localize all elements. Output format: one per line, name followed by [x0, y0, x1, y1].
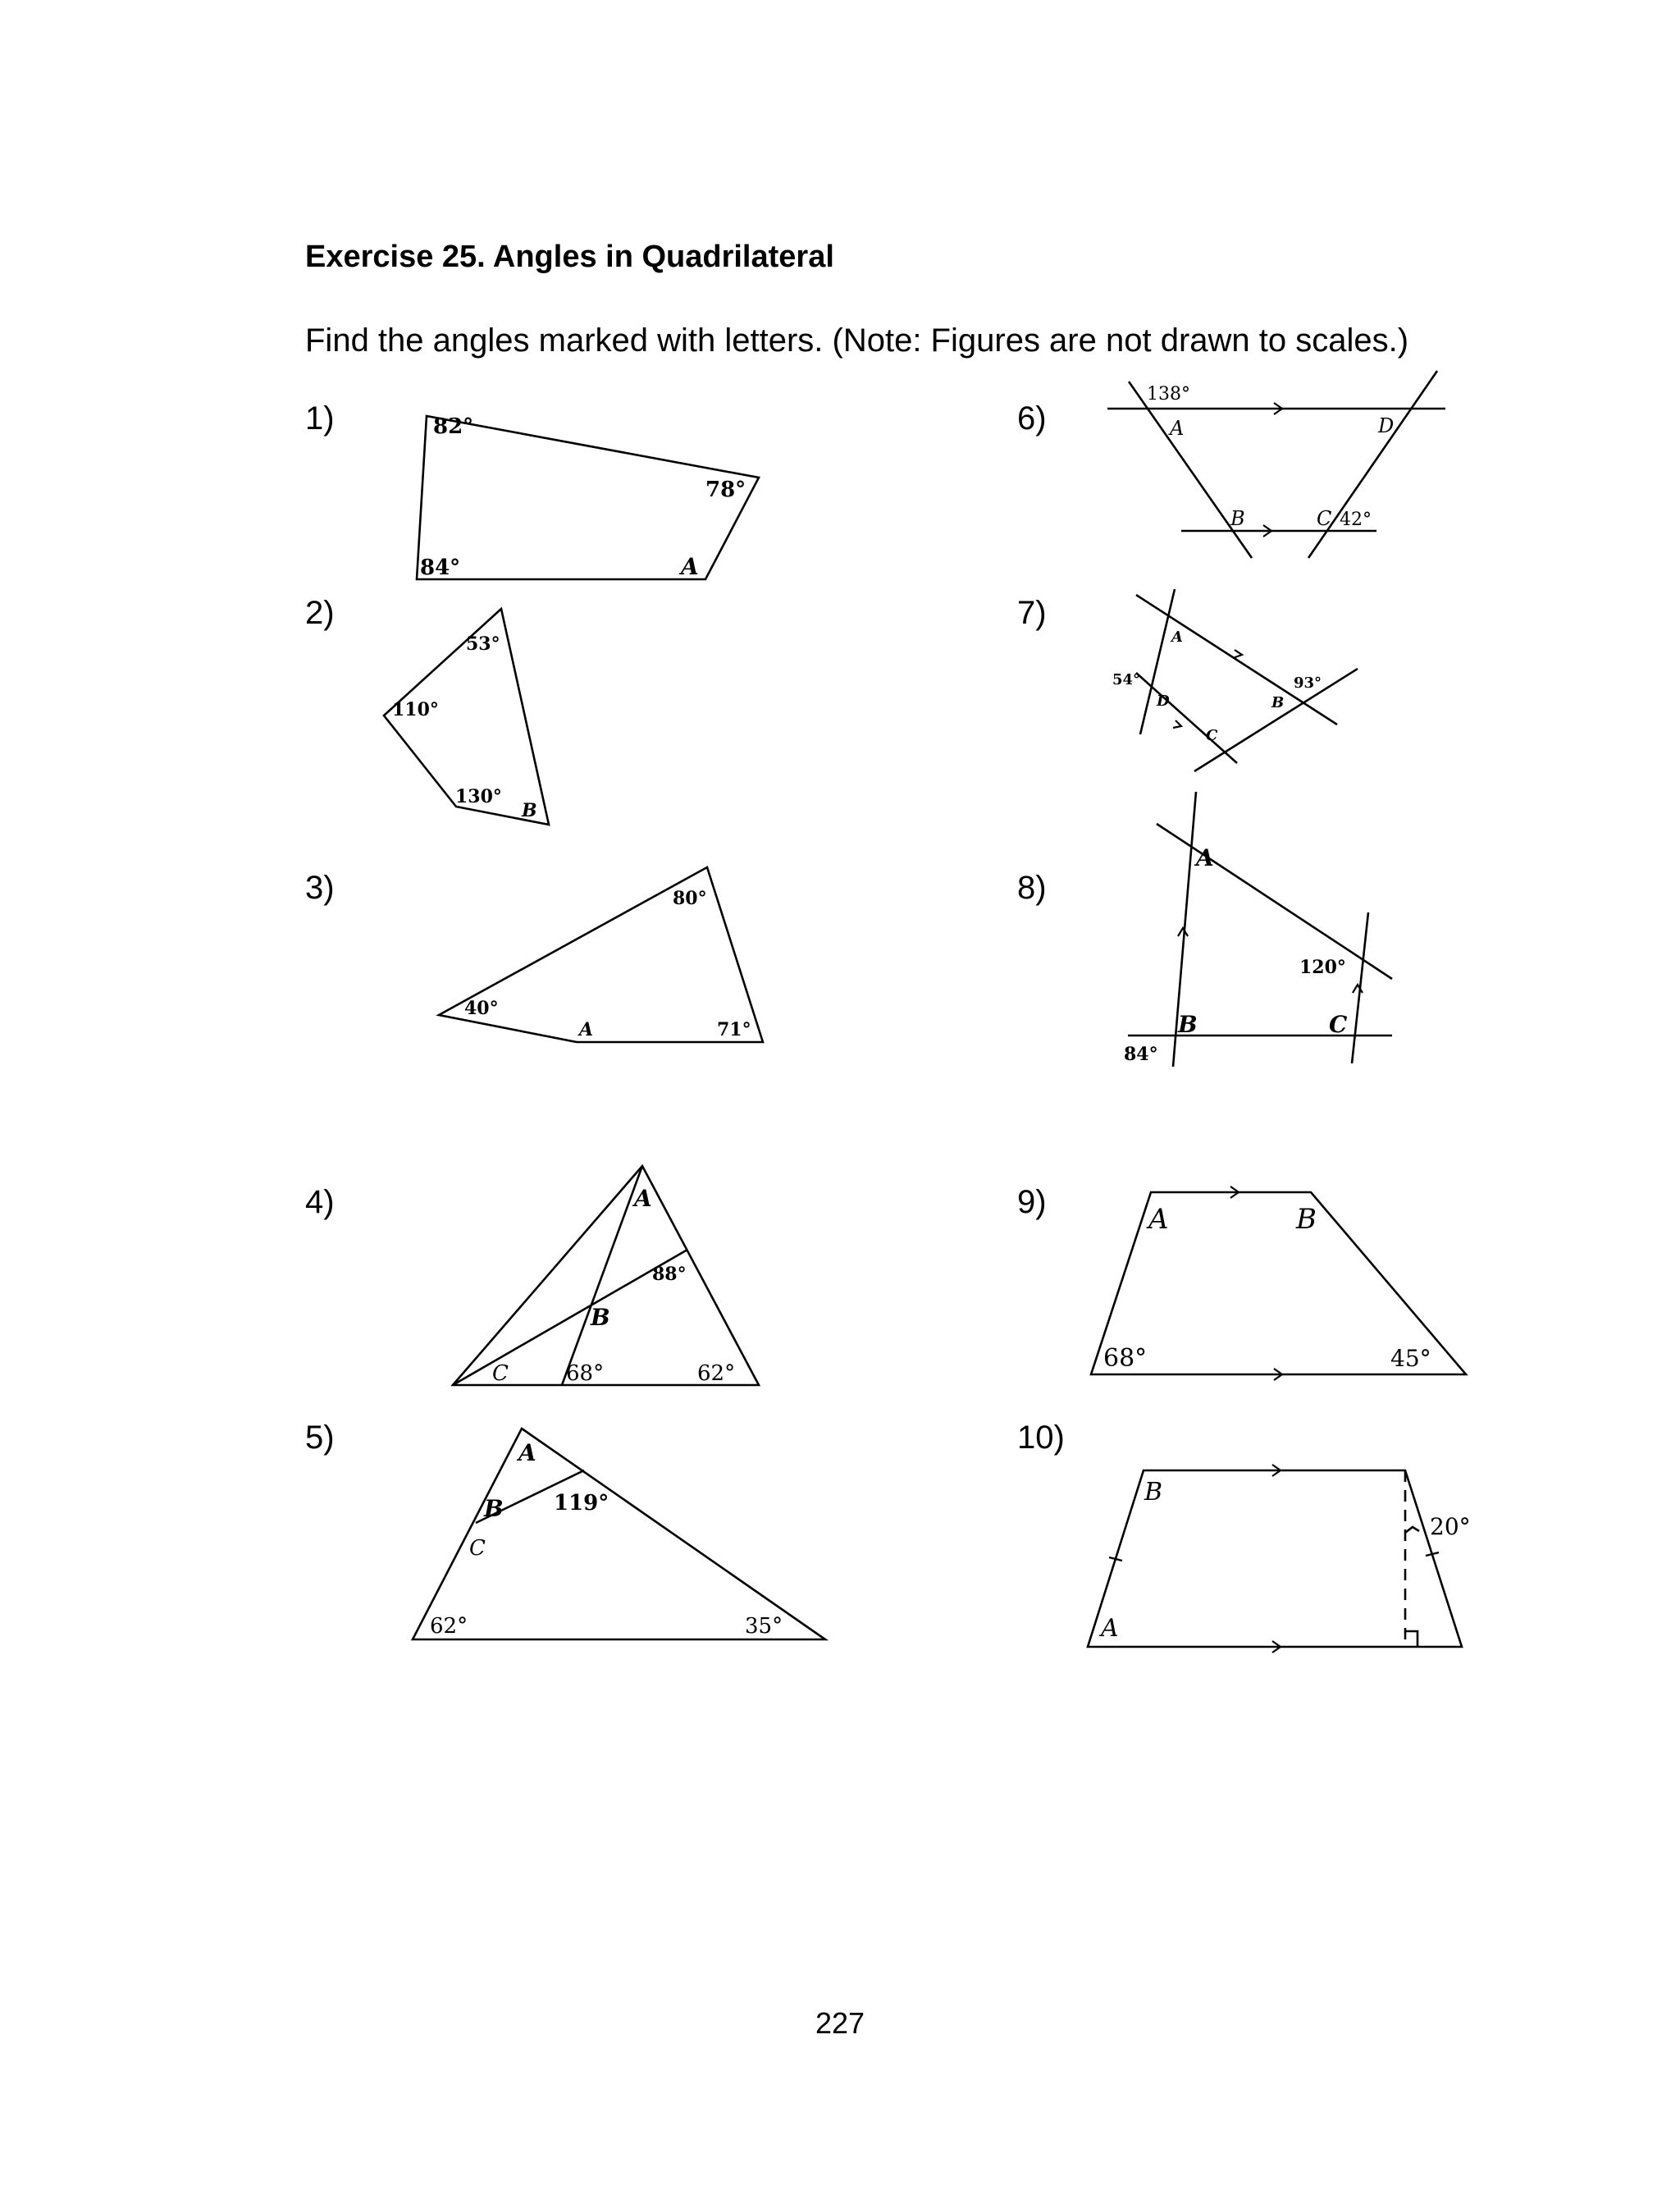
- figure-7-parallel-lines: [1112, 589, 1358, 771]
- fig4-letter-b: B: [591, 1304, 610, 1331]
- instructions: Find the angles marked with letters. (Note: Figures are not drawn to scales.): [305, 322, 1409, 359]
- fig8-letter-a: A: [1196, 844, 1214, 871]
- fig9-letter-a: A: [1148, 1203, 1169, 1236]
- fig2-angle-110: 110°: [392, 699, 439, 720]
- fig4-angle-62: 62°: [697, 1361, 736, 1386]
- fig5-letter-b: B: [484, 1495, 504, 1522]
- problem-5-number: 5): [305, 1420, 335, 1456]
- fig8-letter-c: C: [1329, 1011, 1348, 1038]
- fig9-angle-68: 68°: [1103, 1344, 1148, 1373]
- fig6-letter-a: A: [1170, 417, 1185, 440]
- fig5-angle-62: 62°: [430, 1614, 468, 1639]
- problem-10-number: 10): [1017, 1420, 1065, 1456]
- fig10-angle-20: 20°: [1430, 1513, 1471, 1540]
- exercise-title: Exercise 25. Angles in Quadrilateral: [305, 240, 834, 274]
- fig6-letter-d: D: [1378, 414, 1395, 437]
- fig2-angle-130: 130°: [455, 786, 502, 807]
- fig7-letter-d: D: [1157, 693, 1170, 710]
- problem-1-number: 1): [305, 400, 335, 437]
- fig9-angle-45: 45°: [1390, 1345, 1431, 1372]
- fig3-letter-a: A: [579, 1019, 594, 1040]
- fig4-letter-c: C: [492, 1361, 509, 1386]
- problem-2-number: 2): [305, 595, 335, 631]
- figure-8-parallel-lines: [1124, 792, 1392, 1067]
- fig9-letter-b: B: [1296, 1203, 1317, 1236]
- problem-4-number: 4): [305, 1184, 335, 1220]
- figure-1-quadrilateral: [417, 414, 759, 580]
- fig1-letter-a: A: [681, 553, 699, 580]
- figure-5-triangles: [413, 1429, 825, 1639]
- fig3-angle-80: 80°: [673, 888, 707, 909]
- fig6-angle-42: 42°: [1340, 510, 1372, 530]
- fig2-angle-53: 53°: [466, 633, 500, 655]
- fig7-angle-54: 54°: [1112, 671, 1141, 688]
- fig4-angle-68: 68°: [566, 1361, 605, 1386]
- figure-6-parallel-lines: [1107, 371, 1445, 558]
- fig1-angle-82: 82°: [433, 414, 474, 439]
- fig10-letter-a: A: [1101, 1614, 1119, 1643]
- figure-3-quadrilateral: [439, 867, 763, 1042]
- fig6-letter-c: C: [1317, 507, 1332, 530]
- fig7-letter-b: B: [1271, 694, 1285, 711]
- page-number: 227: [815, 2006, 865, 2040]
- fig1-angle-78: 78°: [705, 478, 746, 502]
- fig7-letter-c: C: [1206, 727, 1218, 744]
- figure-9-trapezium: [1091, 1186, 1466, 1380]
- problem-8-number: 8): [1017, 870, 1047, 906]
- figure-10-trapezium: [1088, 1465, 1471, 1653]
- fig10-letter-b: B: [1144, 1478, 1163, 1506]
- fig6-letter-b: B: [1230, 507, 1245, 530]
- fig7-angle-93: 93°: [1294, 674, 1322, 692]
- fig5-letter-a: A: [518, 1439, 536, 1466]
- fig3-angle-71: 71°: [717, 1019, 751, 1040]
- problem-3-number: 3): [305, 870, 335, 906]
- fig7-letter-a: A: [1171, 629, 1183, 646]
- figure-2-quadrilateral: [384, 609, 549, 825]
- figure-4-triangles: [453, 1166, 759, 1386]
- problem-6-number: 6): [1017, 400, 1047, 437]
- fig8-angle-84: 84°: [1124, 1044, 1158, 1065]
- problem-7-number: 7): [1017, 595, 1047, 631]
- fig1-angle-84: 84°: [420, 556, 461, 580]
- fig5-letter-c: C: [469, 1536, 486, 1561]
- fig8-angle-120: 120°: [1299, 957, 1346, 978]
- fig6-angle-138: 138°: [1147, 384, 1190, 405]
- fig2-letter-b: B: [522, 800, 537, 821]
- fig5-angle-35: 35°: [745, 1614, 783, 1639]
- fig4-letter-a: A: [634, 1185, 652, 1212]
- fig4-angle-88: 88°: [652, 1264, 687, 1285]
- fig8-letter-b: B: [1178, 1011, 1198, 1038]
- problem-9-number: 9): [1017, 1184, 1047, 1220]
- fig3-angle-40: 40°: [464, 998, 499, 1019]
- fig5-angle-119: 119°: [554, 1491, 609, 1516]
